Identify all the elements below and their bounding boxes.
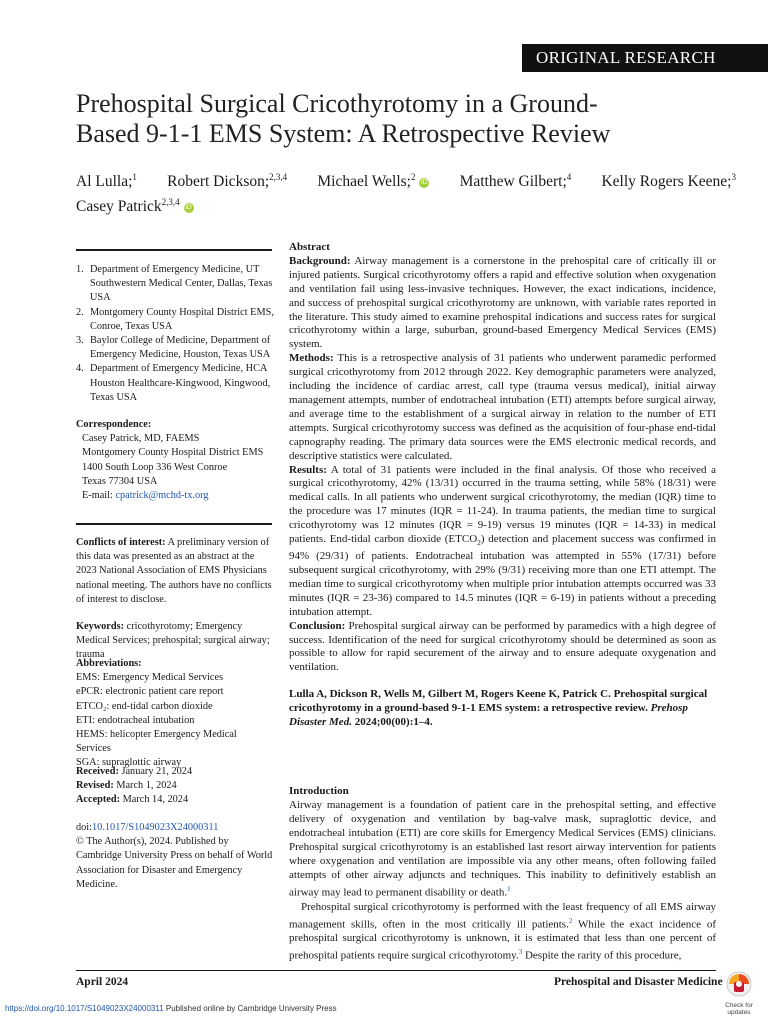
affiliation-list	[76, 263, 274, 405]
abstract	[289, 241, 716, 675]
footer-date: April 2024	[76, 976, 129, 988]
accepted-label: Accepted:	[76, 794, 121, 806]
abbreviation-item: ePCR: electronic patient care report	[76, 686, 224, 698]
orcid-icon[interactable]: iD	[185, 203, 192, 211]
check-updates-icon	[726, 971, 752, 997]
intro-paragraph: Prehospital surgical cricothyrotomy is performed with the least frequency of all EMS airway management skills, often in the most critically ill patients.$^2$ While the exact incidence of prehospital surgical cricothyrotomy is unknown, it is estimated that less than one percent of prehospital patients require surgical cricothyrotomy.$^3$ Despite the rarity of this procedure,	[289, 900, 717, 962]
conflicts-block	[76, 536, 274, 607]
received-date: January 21, 2024	[118, 766, 193, 777]
conflicts-label: Conflicts of interest:	[76, 537, 166, 548]
author[interactable]: Casey Patrick$^{2,3,4}$ iD	[76, 197, 192, 216]
affiliation-item: 1. Department of Emergency Medicine, UT Southwestern Medical Center, Dallas, Texas USA	[76, 264, 273, 304]
dates-block	[76, 765, 274, 808]
check-for-updates-button[interactable]	[722, 971, 756, 1016]
abbreviation-item: EMS: Emergency Medical Services	[76, 672, 224, 684]
abstract-results: Results: A total of 31 patients were included in the final analysis. Of those who received a surgical cricothyrotomy, 42% (13/31) occurred in the trauma setting, while 58% (18/31) were medical calls. In all patients who underwent surgical cricothyrotomy, the median (IQR) time to the procedure was 17 minutes (IQR = 11-24). In trauma patients, the median time to surgical cricothyrotomy was 12 minutes (IQR = 9-19) versus 19 minutes (IQR = 14-33) in medical patients. End-tidal carbon dioxide $(ETCO_2)$ detection and placement success was confirmed in 94% (29/31) of patients. Endotracheal intubation was attempted in 55% (17/31) before subsequent surgical cricothyrotomy, with 29% (9/31) receiving more than one ETI attempt. The median time to surgical cricothyrotomy when multiple prior intubation attempts occurred was 33 minutes (IQR = 23-36) compared to 14.5 minutes (IQR = 6-19) in patients without a preceding intubation attempt.	[289, 463, 716, 618]
sidebar-top-rule	[76, 249, 272, 251]
correspondence-line: Casey Patrick, MD, FAEMS	[82, 433, 200, 445]
title-line-1: Prehospital Surgical Cricothyrotomy in a Ground-	[76, 89, 598, 118]
check-updates-label: updates	[727, 1009, 751, 1016]
abbreviation-item: HEMS: helicopter Emergency Medical Services	[76, 729, 237, 755]
accepted-date: March 14, 2024	[120, 794, 189, 806]
correspondence-line: 1400 South Loop 336 West Conroe	[82, 461, 228, 473]
conflicts-text: A preliminary version of this data was presented as an abstract at the 2023 National Association of EMS Physicians national meeting. The authors have no conflicts of interest to disclose.	[76, 537, 272, 605]
introduction-heading: Introduction	[289, 785, 349, 797]
affiliation-item: 2. Montgomery County Hospital District EMS, Conroe, Texas USA	[76, 306, 274, 332]
sidebar-mid-rule	[76, 523, 272, 525]
revised-label: Revised:	[76, 780, 114, 792]
abbreviations-label: Abbreviations:	[76, 658, 142, 669]
article-type-badge: ORIGINAL RESEARCH	[522, 44, 768, 72]
author-list	[76, 167, 736, 217]
correspondence-block	[76, 418, 274, 503]
publication-block	[76, 821, 274, 892]
author[interactable]: Al Lulla;$^1$	[76, 172, 137, 191]
abstract-methods: Methods: This is a retrospective analysis of 31 patients who underwent paramedic performed surgical cricothyrotomy from 2012 through 2022. Key demographic parameters were analyzed, including the incidence of cardiac arrest, call type (trauma versus medical), initial airway management attempts, number of endotracheal intubation (ETI) attempts before surgical airway, and average time to the establishment of a surgical airway in relation to the number of ETI attempts. Surgical cricothyrotomy success was defined as the acquisition of four-phase end-tidal capnography reading. The primary data sources were the EMS electronic medical records, and descriptive statistics were calculated.	[289, 352, 716, 462]
author[interactable]: Michael Wells;$^2$ iD	[317, 172, 428, 191]
abbreviation-item: SGA: supraglottic airway	[76, 757, 182, 769]
intro-paragraph: Airway management is a foundation of patient care in the prehospital setting, and effective delivery of oxygenation and ventilation by bag-valve mask, supraglottic device, and endotracheal intubation (ETI) are core skills for Emergency Medical Services (EMS) clinicians. Prehospital surgical cricothyrotomy is an established last resort airway intervention for patients where oxygenation and ventilation are impossible via any other means, often following failed attempts of other airway adjuncts and techniques. This inability to definitively establish an airway may lead to permanent disability or death.$^1$	[289, 799, 716, 899]
revised-date: March 1, 2024	[113, 780, 177, 792]
email-label: E-mail:	[82, 490, 116, 502]
title-line-2: Based 9-1-1 EMS System: A Retrospective Review	[76, 119, 611, 148]
doi-link[interactable]: 10.1017/S1049023X24000311	[92, 822, 219, 833]
correspondence-label: Correspondence:	[76, 419, 152, 430]
reference-link[interactable]: 1	[507, 885, 511, 893]
footer-doi-line	[5, 1004, 337, 1013]
footer-doi-link[interactable]: https://doi.org/10.1017/S1049023X24000311	[5, 1004, 164, 1013]
author[interactable]: Robert Dickson;$^{2,3,4}$	[167, 172, 288, 191]
abbreviation-item: ETI: endotracheal intubation	[76, 714, 195, 726]
affiliation-item: 3. Baylor College of Medicine, Department of Emergency Medicine, Houston, Texas USA	[76, 335, 271, 361]
abstract-conclusion: Conclusion: Prehospital surgical airway can be performed by paramedics with a high degree of success. Identification of the need for surgical cricothyrotomy should be determined as soon as possible to allow for rapid securement of the airway and to ensure adequate oxygenation and ventilation.	[289, 619, 716, 674]
author[interactable]: Matthew Gilbert;$^4$	[459, 172, 572, 191]
email-link[interactable]: cpatrick@mchd-tx.org	[115, 490, 209, 502]
doi-prefix: doi:	[76, 822, 93, 833]
keywords-label: Keywords:	[76, 621, 125, 632]
correspondence-line: Montgomery County Hospital District EMS	[82, 447, 264, 459]
reference-link[interactable]: 2	[568, 916, 573, 925]
correspondence-line: Texas 77304 USA	[82, 475, 158, 487]
abbreviation-item: ETCO₂: end-tidal carbon dioxide	[76, 700, 213, 712]
footer-rule	[76, 970, 716, 971]
received-label: Received:	[76, 766, 119, 777]
copyright-text: © The Author(s), 2024. Published by Cambridge University Press on behalf of World Association for Disaster and Emergency Medicine.	[76, 836, 273, 890]
article-title	[76, 89, 736, 149]
abbreviations-block	[76, 657, 274, 771]
introduction-section	[289, 784, 716, 963]
keywords-text: cricothyrotomy; Emergency Medical Services; prehospital; surgical airway; trauma	[76, 621, 270, 661]
abstract-background: Background: Airway management is a cornerstone in the prehospital care of critically ill or injured patients. Surgical cricothyrotomy offers a rapid and effective solution when oxygenation and ventilation fail using less-invasive techniques. However, the exact indications, incidence, and success of prehospital surgical cricothyrotomy are unknown, with variable rates reported in the literature. This study aimed to examine prehospital indications and success rates for surgical cricothyrotomy within a large, suburban, ground-based Emergency Medical Services (EMS) system.	[289, 254, 716, 351]
check-updates-label: Check for	[725, 1002, 753, 1009]
abstract-heading: Abstract	[289, 241, 330, 253]
orcid-icon[interactable]: iD	[421, 178, 428, 186]
citation-journal: Prehosp Disaster Med.	[289, 702, 688, 728]
footer-doi-suffix: Published online by Cambridge University Press	[163, 1004, 337, 1013]
reference-link[interactable]: 3	[518, 948, 523, 957]
citation: Lulla A, Dickson R, Wells M, Gilbert M, Rogers Keene K, Patrick C. Prehospital surgical cricothyrotomy in a ground-based 9-1-1 EMS system: a retrospective review. Prehosp Disaster Med. 2024;00(00):1–4.	[289, 688, 708, 728]
author[interactable]: Kelly Rogers Keene;$^3$	[601, 172, 736, 191]
affiliation-item: 4. Department of Emergency Medicine, HCA Houston Healthcare-Kingwood, Kingwood, Texas USA	[76, 363, 271, 403]
footer-journal: Prehospital and Disaster Medicine	[554, 976, 723, 988]
